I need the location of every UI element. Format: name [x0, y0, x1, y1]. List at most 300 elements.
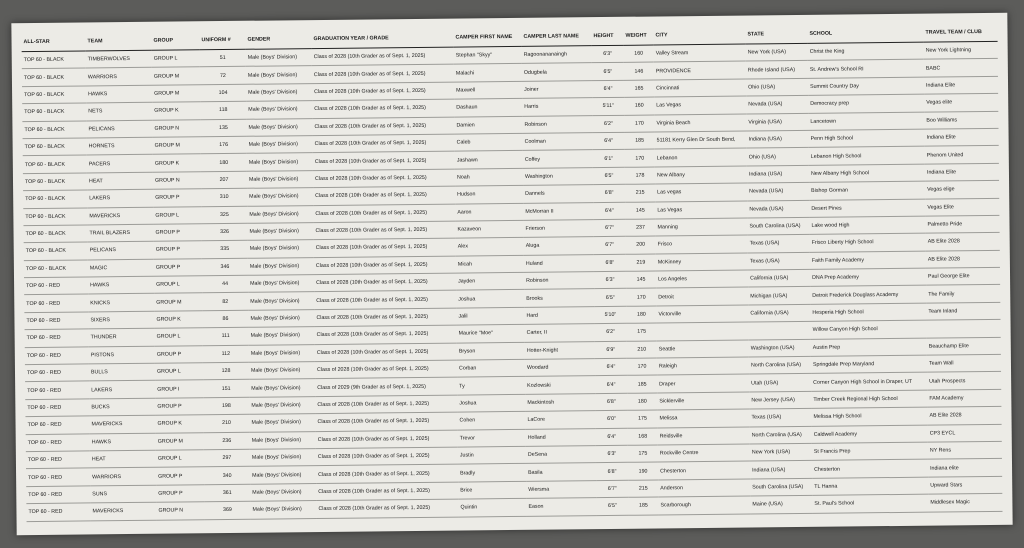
table-cell: Joshua: [457, 394, 525, 412]
table-cell: Ragoonananaingh: [522, 46, 592, 64]
table-cell: Frierson: [523, 220, 593, 238]
table-cell: TOP 60 - RED: [26, 434, 90, 452]
table-cell: 6'4": [595, 376, 627, 394]
table-cell: Alex: [456, 238, 524, 256]
table-cell: Raleigh: [657, 357, 749, 375]
table-cell: Eason: [526, 498, 596, 516]
table-cell: 51: [200, 49, 246, 67]
table-cell: 44: [202, 275, 248, 293]
table-cell: TL Hanna: [812, 477, 928, 496]
table-cell: Cincinnati: [654, 79, 746, 97]
table-cell: BULLS: [89, 363, 155, 381]
table-cell: Timber Creek Regional High School: [811, 390, 927, 409]
table-cell: GROUP P: [153, 189, 201, 207]
column-header: HEIGHT: [591, 27, 623, 46]
table-cell: LAKERS: [87, 189, 153, 207]
table-cell: Vegas elite: [924, 94, 998, 112]
table-cell: PISTONS: [89, 346, 155, 364]
table-cell: North Carolina (USA): [749, 356, 811, 374]
table-cell: PROVIDENCE: [654, 61, 746, 79]
table-cell: Male (Boys' Division): [248, 275, 314, 293]
table-cell: Chesterton: [658, 461, 750, 479]
table-cell: Holland: [526, 428, 596, 446]
table-cell: GROUP L: [154, 276, 202, 294]
table-cell: McKinney: [656, 253, 748, 271]
table-cell: Robinson: [524, 272, 594, 290]
table-cell: Class of 2028 (10th Grader as of Sept. 1, 2025): [313, 186, 455, 205]
table-cell: Caleb: [455, 133, 523, 151]
table-cell: Hudson: [455, 186, 523, 204]
table-cell: Male (Boys' Division): [250, 431, 316, 449]
table-cell: Male (Boys' Division): [248, 309, 314, 327]
table-cell: New York (USA): [746, 43, 808, 61]
table-cell: GROUP P: [154, 241, 202, 259]
table-cell: GROUP M: [152, 85, 200, 103]
table-cell: Male (Boys' Division): [247, 153, 313, 171]
table-cell: Male (Boys' Division): [246, 49, 312, 67]
table-cell: Springdale Prep Maryland: [811, 355, 927, 374]
table-cell: California (USA): [748, 269, 810, 287]
table-cell: Utah (USA): [749, 374, 811, 392]
table-cell: Virginia (USA): [746, 113, 808, 131]
table-cell: Malachi: [454, 64, 522, 82]
table-cell: Hard: [524, 306, 594, 324]
table-cell: TOP 60 - RED: [25, 399, 89, 417]
table-cell: 6'3": [596, 445, 628, 463]
table-cell: Joiner: [522, 80, 592, 98]
table-cell: 72: [200, 67, 246, 85]
table-cell: California (USA): [748, 304, 810, 322]
column-header: UNIFORM #: [199, 31, 245, 50]
column-header: TRAVEL TEAM / CLUB: [923, 23, 997, 42]
table-cell: TOP 60 - BLACK: [22, 68, 86, 86]
table-cell: Stephan "Skyy": [454, 46, 522, 64]
table-cell: Class of 2028 (10th Grader as of Sept. 1, 2025): [315, 343, 457, 362]
table-cell: Ohio (USA): [746, 78, 808, 96]
table-cell: Male (Boys' Division): [247, 205, 313, 223]
table-cell: Summit Country Day: [808, 77, 924, 96]
table-cell: 6'3": [594, 271, 626, 289]
table-cell: 6'5": [592, 63, 624, 81]
table-cell: Dannels: [523, 185, 593, 203]
table-cell: Class of 2028 (10th Grader as of Sept. 1, 2025): [313, 204, 455, 223]
table-cell: AB Elite 2028: [927, 407, 1001, 425]
table-cell: Team Wall: [927, 354, 1001, 372]
table-cell: Trevor: [458, 429, 526, 447]
table-cell: Class of 2028 (10th Grader as of Sept. 1, 2025): [314, 291, 456, 310]
table-cell: TOP 60 - RED: [24, 312, 88, 330]
table-cell: GROUP L: [153, 206, 201, 224]
table-cell: Male (Boys' Division): [249, 379, 315, 397]
table-cell: Indiana Elite: [924, 76, 998, 94]
table-cell: TOP 60 - BLACK: [24, 260, 88, 278]
table-cell: TOP 60 - BLACK: [23, 207, 87, 225]
table-cell: Corner Canyon High School in Draper, UT: [811, 373, 927, 392]
table-cell: Melissa: [657, 409, 749, 427]
table-cell: Indiana Elite: [925, 128, 999, 146]
table-cell: 185: [627, 375, 657, 393]
table-cell: Democracy prep: [808, 94, 924, 113]
column-header: GROUP: [151, 31, 199, 50]
table-cell: 190: [628, 462, 658, 480]
table-cell: Indiana (USA): [747, 165, 809, 183]
table-cell: Ohio (USA): [747, 148, 809, 166]
table-cell: Frisco Liberty High School: [810, 233, 926, 252]
table-cell: 180: [627, 393, 657, 411]
table-cell: KNICKS: [88, 294, 154, 312]
table-cell: AB Elite 2028: [926, 233, 1000, 251]
table-cell: [927, 320, 1001, 338]
table-cell: TOP 60 - BLACK: [24, 242, 88, 260]
table-cell: Middlesex Magic: [928, 494, 1002, 512]
paper-sheet: [11, 13, 1012, 535]
table-cell: 207: [201, 171, 247, 189]
table-cell: Coffey: [523, 150, 593, 168]
column-header: ALL-STAR: [21, 32, 85, 51]
table-cell: 210: [627, 341, 657, 359]
table-cell: 51181 Kerry Glen Dr South Bend,: [655, 131, 747, 149]
table-cell: Male (Boys' Division): [247, 222, 313, 240]
table-cell: LaCore: [525, 411, 595, 429]
table-cell: Class of 2028 (10th Grader as of Sept. 1, 2025): [312, 99, 454, 118]
table-cell: 6'4": [592, 80, 624, 98]
table-cell: Texas (USA): [748, 235, 810, 253]
table-cell: Micah: [456, 255, 524, 273]
table-cell: Detroit: [656, 287, 748, 305]
table-cell: GROUP K: [152, 102, 200, 120]
table-cell: TOP 60 - RED: [25, 381, 89, 399]
table-cell: PACERS: [87, 155, 153, 173]
table-cell: TOP 60 - RED: [26, 503, 90, 521]
table-cell: GROUP N: [152, 119, 200, 137]
table-cell: TOP 60 - BLACK: [22, 121, 86, 139]
table-cell: Washington (USA): [749, 339, 811, 357]
table-cell: 219: [626, 254, 656, 272]
table-cell: Male (Boys' Division): [247, 170, 313, 188]
table-cell: Victorville: [656, 305, 748, 323]
table-cell: 6'0": [595, 411, 627, 429]
table-cell: WARRIORS: [90, 468, 156, 486]
table-cell: Class of 2028 (10th Grader as of Sept. 1, 2025): [316, 430, 458, 449]
table-cell: Class of 2028 (10th Grader as of Sept. 1, 2025): [316, 447, 458, 466]
table-cell: 340: [204, 467, 250, 485]
table-cell: 160: [624, 97, 654, 115]
table-cell: Penn High School: [809, 129, 925, 148]
table-cell: 185: [628, 497, 658, 515]
table-cell: CP3 EYCL: [928, 424, 1002, 442]
table-cell: 151: [203, 380, 249, 398]
table-cell: Paul George Elite: [926, 267, 1000, 285]
table-cell: TOP 60 - BLACK: [23, 138, 87, 156]
table-cell: Class of 2028 (10th Grader as of Sept. 1, 2025): [315, 412, 457, 431]
table-cell: Virginia Beach: [654, 114, 746, 132]
table-cell: Hesperia High School: [810, 303, 926, 322]
table-cell: Male (Boys' Division): [249, 327, 315, 345]
table-cell: 82: [202, 293, 248, 311]
table-cell: Boo Williams: [924, 111, 998, 129]
table-cell: 6'5": [596, 497, 628, 515]
table-cell: Anderson: [658, 479, 750, 497]
table-cell: Sicklerville: [657, 392, 749, 410]
table-cell: 198: [203, 397, 249, 415]
table-cell: 165: [624, 80, 654, 98]
table-cell: Woodard: [525, 359, 595, 377]
table-body: [22, 41, 1003, 521]
table-cell: 215: [628, 480, 658, 498]
table-cell: 6'4": [593, 132, 625, 150]
table-cell: Male (Boys' Division): [249, 396, 315, 414]
table-cell: HEAT: [87, 172, 153, 190]
table-cell: Jashawn: [455, 151, 523, 169]
table-cell: PELICANS: [88, 242, 154, 260]
table-cell: TOP 60 - RED: [25, 329, 89, 347]
table-cell: GROUP L: [152, 50, 200, 68]
table-cell: GROUP L: [156, 450, 204, 468]
table-cell: TRAIL BLAZERS: [87, 224, 153, 242]
table-cell: New York Lightning: [924, 41, 998, 59]
table-cell: GROUP M: [153, 137, 201, 155]
table-cell: Rockville Centre: [658, 444, 750, 462]
table-cell: Kozlowski: [525, 376, 595, 394]
table-cell: South Carolina (USA): [747, 217, 809, 235]
table-cell: New Albany: [655, 166, 747, 184]
table-cell: Cohen: [457, 412, 525, 430]
table-cell: TOP 60 - BLACK: [22, 103, 86, 121]
table-cell: AB Elite 2028: [926, 250, 1000, 268]
table-cell: Male (Boys' Division): [249, 362, 315, 380]
table-cell: 297: [204, 449, 250, 467]
table-cell: Indiana (USA): [747, 130, 809, 148]
table-cell: DNA Prep Academy: [810, 268, 926, 287]
table-cell: Michigan (USA): [748, 287, 810, 305]
table-cell: Class of 2028 (10th Grader as of Sept. 1, 2025): [312, 82, 454, 101]
table-cell: Class of 2028 (10th Grader as of Sept. 1, 2025): [316, 482, 458, 501]
table-cell: 6'5": [593, 167, 625, 185]
table-cell: Class of 2028 (10th Grader as of Sept. 1, 2025): [314, 238, 456, 257]
table-cell: Class of 2028 (10th Grader as of Sept. 1, 2025): [316, 464, 458, 483]
table-cell: Male (Boys' Division): [246, 118, 312, 136]
table-cell: GROUP L: [155, 363, 203, 381]
table-cell: Class of 2028 (10th Grader as of Sept. 1, 2025): [312, 64, 454, 83]
table-cell: TOP 60 - BLACK: [22, 86, 86, 104]
table-cell: Class of 2028 (10th Grader as of Sept. 1, 2025): [312, 47, 454, 66]
table-cell: Las vegas: [655, 183, 747, 201]
table-cell: TOP 60 - RED: [26, 451, 90, 469]
table-cell: Nevada (USA): [747, 200, 809, 218]
table-cell: Ty: [457, 377, 525, 395]
table-cell: New Albany High School: [809, 164, 925, 183]
table-cell: Indiana elite: [928, 459, 1002, 477]
table-cell: Dashaun: [454, 99, 522, 117]
table-cell: Noah: [455, 168, 523, 186]
table-cell: Male (Boys' Division): [246, 83, 312, 101]
table-cell: 112: [203, 345, 249, 363]
table-cell: St Francis Prep: [812, 442, 928, 461]
table-cell: Damien: [454, 116, 522, 134]
table-cell: 6'9": [595, 341, 627, 359]
table-cell: Class of 2028 (10th Grader as of Sept. 1, 2025): [313, 151, 455, 170]
table-cell: Brice: [458, 481, 526, 499]
table-cell: 325: [201, 206, 247, 224]
table-cell: 6'7": [593, 219, 625, 237]
table-cell: Team Inland: [926, 302, 1000, 320]
table-cell: Vegas Elite: [925, 198, 999, 216]
table-cell: Jalil: [456, 307, 524, 325]
table-cell: 146: [624, 62, 654, 80]
table-cell: TOP 60 - RED: [26, 486, 90, 504]
column-header: CAMPER LAST NAME: [521, 27, 591, 46]
table-cell: TOP 60 - RED: [25, 416, 89, 434]
table-cell: 6'8": [594, 254, 626, 272]
table-cell: Jayden: [456, 272, 524, 290]
table-cell: MAGIC: [88, 259, 154, 277]
table-cell: GROUP I: [155, 380, 203, 398]
table-cell: Kazaveon: [455, 220, 523, 238]
table-cell: 168: [628, 428, 658, 446]
table-cell: TOP 60 - RED: [25, 364, 89, 382]
table-cell: 6'8": [593, 184, 625, 202]
table-cell: 361: [204, 484, 250, 502]
table-cell: Nevada (USA): [747, 183, 809, 201]
table-cell: Phenom United: [925, 146, 999, 164]
table-cell: Class of 2028 (10th Grader as of Sept. 1, 2025): [314, 308, 456, 327]
table-cell: Male (Boys' Division): [249, 344, 315, 362]
table-cell: Mackintosh: [525, 393, 595, 411]
table-cell: 175: [628, 445, 658, 463]
table-cell: Male (Boys' Division): [246, 66, 312, 84]
table-cell: Caldwell Academy: [812, 425, 928, 444]
table-cell: TOP 60 - BLACK: [23, 190, 87, 208]
table-cell: 369: [204, 501, 250, 519]
table-cell: Class of 2028 (10th Grader as of Sept. 1, 2025): [312, 117, 454, 136]
table-cell: South Carolina (USA): [750, 478, 812, 496]
table-cell: Desert Pines: [809, 199, 925, 218]
table-cell: Justin: [458, 446, 526, 464]
table-cell: 6'8": [595, 393, 627, 411]
table-cell: 6'2": [592, 115, 624, 133]
table-cell: TOP 60 - BLACK: [23, 155, 87, 173]
table-cell: Huland: [524, 254, 594, 272]
table-cell: Class of 2028 (10th Grader as of Sept. 1, 2025): [313, 169, 455, 188]
table-cell: Aaron: [455, 203, 523, 221]
table-cell: Class of 2028 (10th Grader as of Sept. 1, 2025): [315, 395, 457, 414]
table-cell: 6'8": [596, 463, 628, 481]
table-cell: TOP 60 - RED: [24, 277, 88, 295]
table-cell: Texas (USA): [748, 252, 810, 270]
table-cell: Class of 2028 (10th Grader as of Sept. 1, 2025): [316, 499, 458, 518]
table-cell: 86: [202, 310, 248, 328]
table-cell: GROUP P: [155, 398, 203, 416]
table-cell: GROUP K: [154, 311, 202, 329]
table-cell: Draper: [657, 374, 749, 392]
table-cell: WARRIORS: [86, 68, 152, 86]
column-header: GRADUATION YEAR / GRADE: [311, 29, 453, 49]
table-cell: Las Vegas: [655, 201, 747, 219]
table-cell: [749, 322, 811, 340]
table-cell: LAKERS: [89, 381, 155, 399]
column-header: STATE: [745, 25, 807, 44]
table-cell: 6'4": [596, 428, 628, 446]
table-cell: 170: [626, 288, 656, 306]
table-cell: HORNETS: [87, 137, 153, 155]
table-cell: 170: [624, 115, 654, 133]
table-cell: MAVERICKS: [89, 415, 155, 433]
table-cell: New York (USA): [750, 443, 812, 461]
table-cell: Rhode Island (USA): [746, 61, 808, 79]
table-cell: 346: [202, 258, 248, 276]
table-cell: Aluga: [524, 237, 594, 255]
table-cell: 180: [626, 306, 656, 324]
table-cell: Nevada (USA): [746, 96, 808, 114]
table-cell: Washington: [523, 167, 593, 185]
table-cell: Frisco: [656, 235, 748, 253]
table-cell: 6'1": [593, 150, 625, 168]
table-cell: MAVERICKS: [87, 207, 153, 225]
table-cell: 5'11": [592, 97, 624, 115]
table-cell: 118: [200, 101, 246, 119]
table-cell: HAWKS: [86, 85, 152, 103]
table-cell: HAWKS: [90, 433, 156, 451]
table-cell: NY Rens: [928, 441, 1002, 459]
table-cell: Maxwell: [454, 81, 522, 99]
table-cell: Bishop Gorman: [809, 181, 925, 200]
table-cell: The Family: [926, 285, 1000, 303]
table-cell: 335: [202, 241, 248, 259]
table-cell: Indiana Elite: [925, 163, 999, 181]
table-cell: TOP 60 - BLACK: [22, 51, 86, 69]
table-cell: 6'3": [592, 45, 624, 63]
table-cell: Los Angeles: [656, 270, 748, 288]
table-cell: SIXERS: [88, 311, 154, 329]
table-cell: GROUP P: [155, 345, 203, 363]
roster-table: [21, 23, 1002, 522]
table-cell: GROUP L: [155, 328, 203, 346]
table-cell: Class of 2028 (10th Grader as of Sept. 1, 2025): [315, 325, 457, 344]
table-cell: Joshua: [456, 290, 524, 308]
table-cell: 236: [204, 432, 250, 450]
table-cell: TOP 60 - RED: [26, 468, 90, 486]
table-cell: 175: [627, 323, 657, 341]
table-cell: Melissa High School: [811, 407, 927, 426]
table-cell: BUCKS: [89, 398, 155, 416]
table-cell: Male (Boys' Division): [250, 466, 316, 484]
table-cell: 310: [201, 188, 247, 206]
table-cell: 111: [203, 328, 249, 346]
table-cell: TOP 60 - BLACK: [23, 173, 87, 191]
table-cell: GROUP N: [153, 171, 201, 189]
table-cell: Upward Stars: [928, 476, 1002, 494]
table-cell: Seattle: [657, 340, 749, 358]
table-cell: Wiersma: [526, 480, 596, 498]
table-cell: GROUP M: [152, 67, 200, 85]
table-cell: 145: [626, 271, 656, 289]
table-cell: Coolman: [523, 133, 593, 151]
table-cell: 215: [625, 184, 655, 202]
table-cell: Male (Boys' Division): [249, 414, 315, 432]
table-cell: Bradly: [458, 464, 526, 482]
table-cell: GROUP K: [153, 154, 201, 172]
column-header: WEIGHT: [623, 27, 653, 46]
table-cell: Male (Boys' Division): [250, 449, 316, 467]
table-cell: BABC: [924, 59, 998, 77]
table-cell: GROUP P: [153, 224, 201, 242]
table-cell: Male (Boys' Division): [248, 257, 314, 275]
table-cell: 200: [626, 236, 656, 254]
table-cell: 176: [201, 136, 247, 154]
table-cell: GROUP K: [155, 415, 203, 433]
table-cell: Faith Family Academy: [810, 251, 926, 270]
table-cell: Lebanon: [655, 148, 747, 166]
